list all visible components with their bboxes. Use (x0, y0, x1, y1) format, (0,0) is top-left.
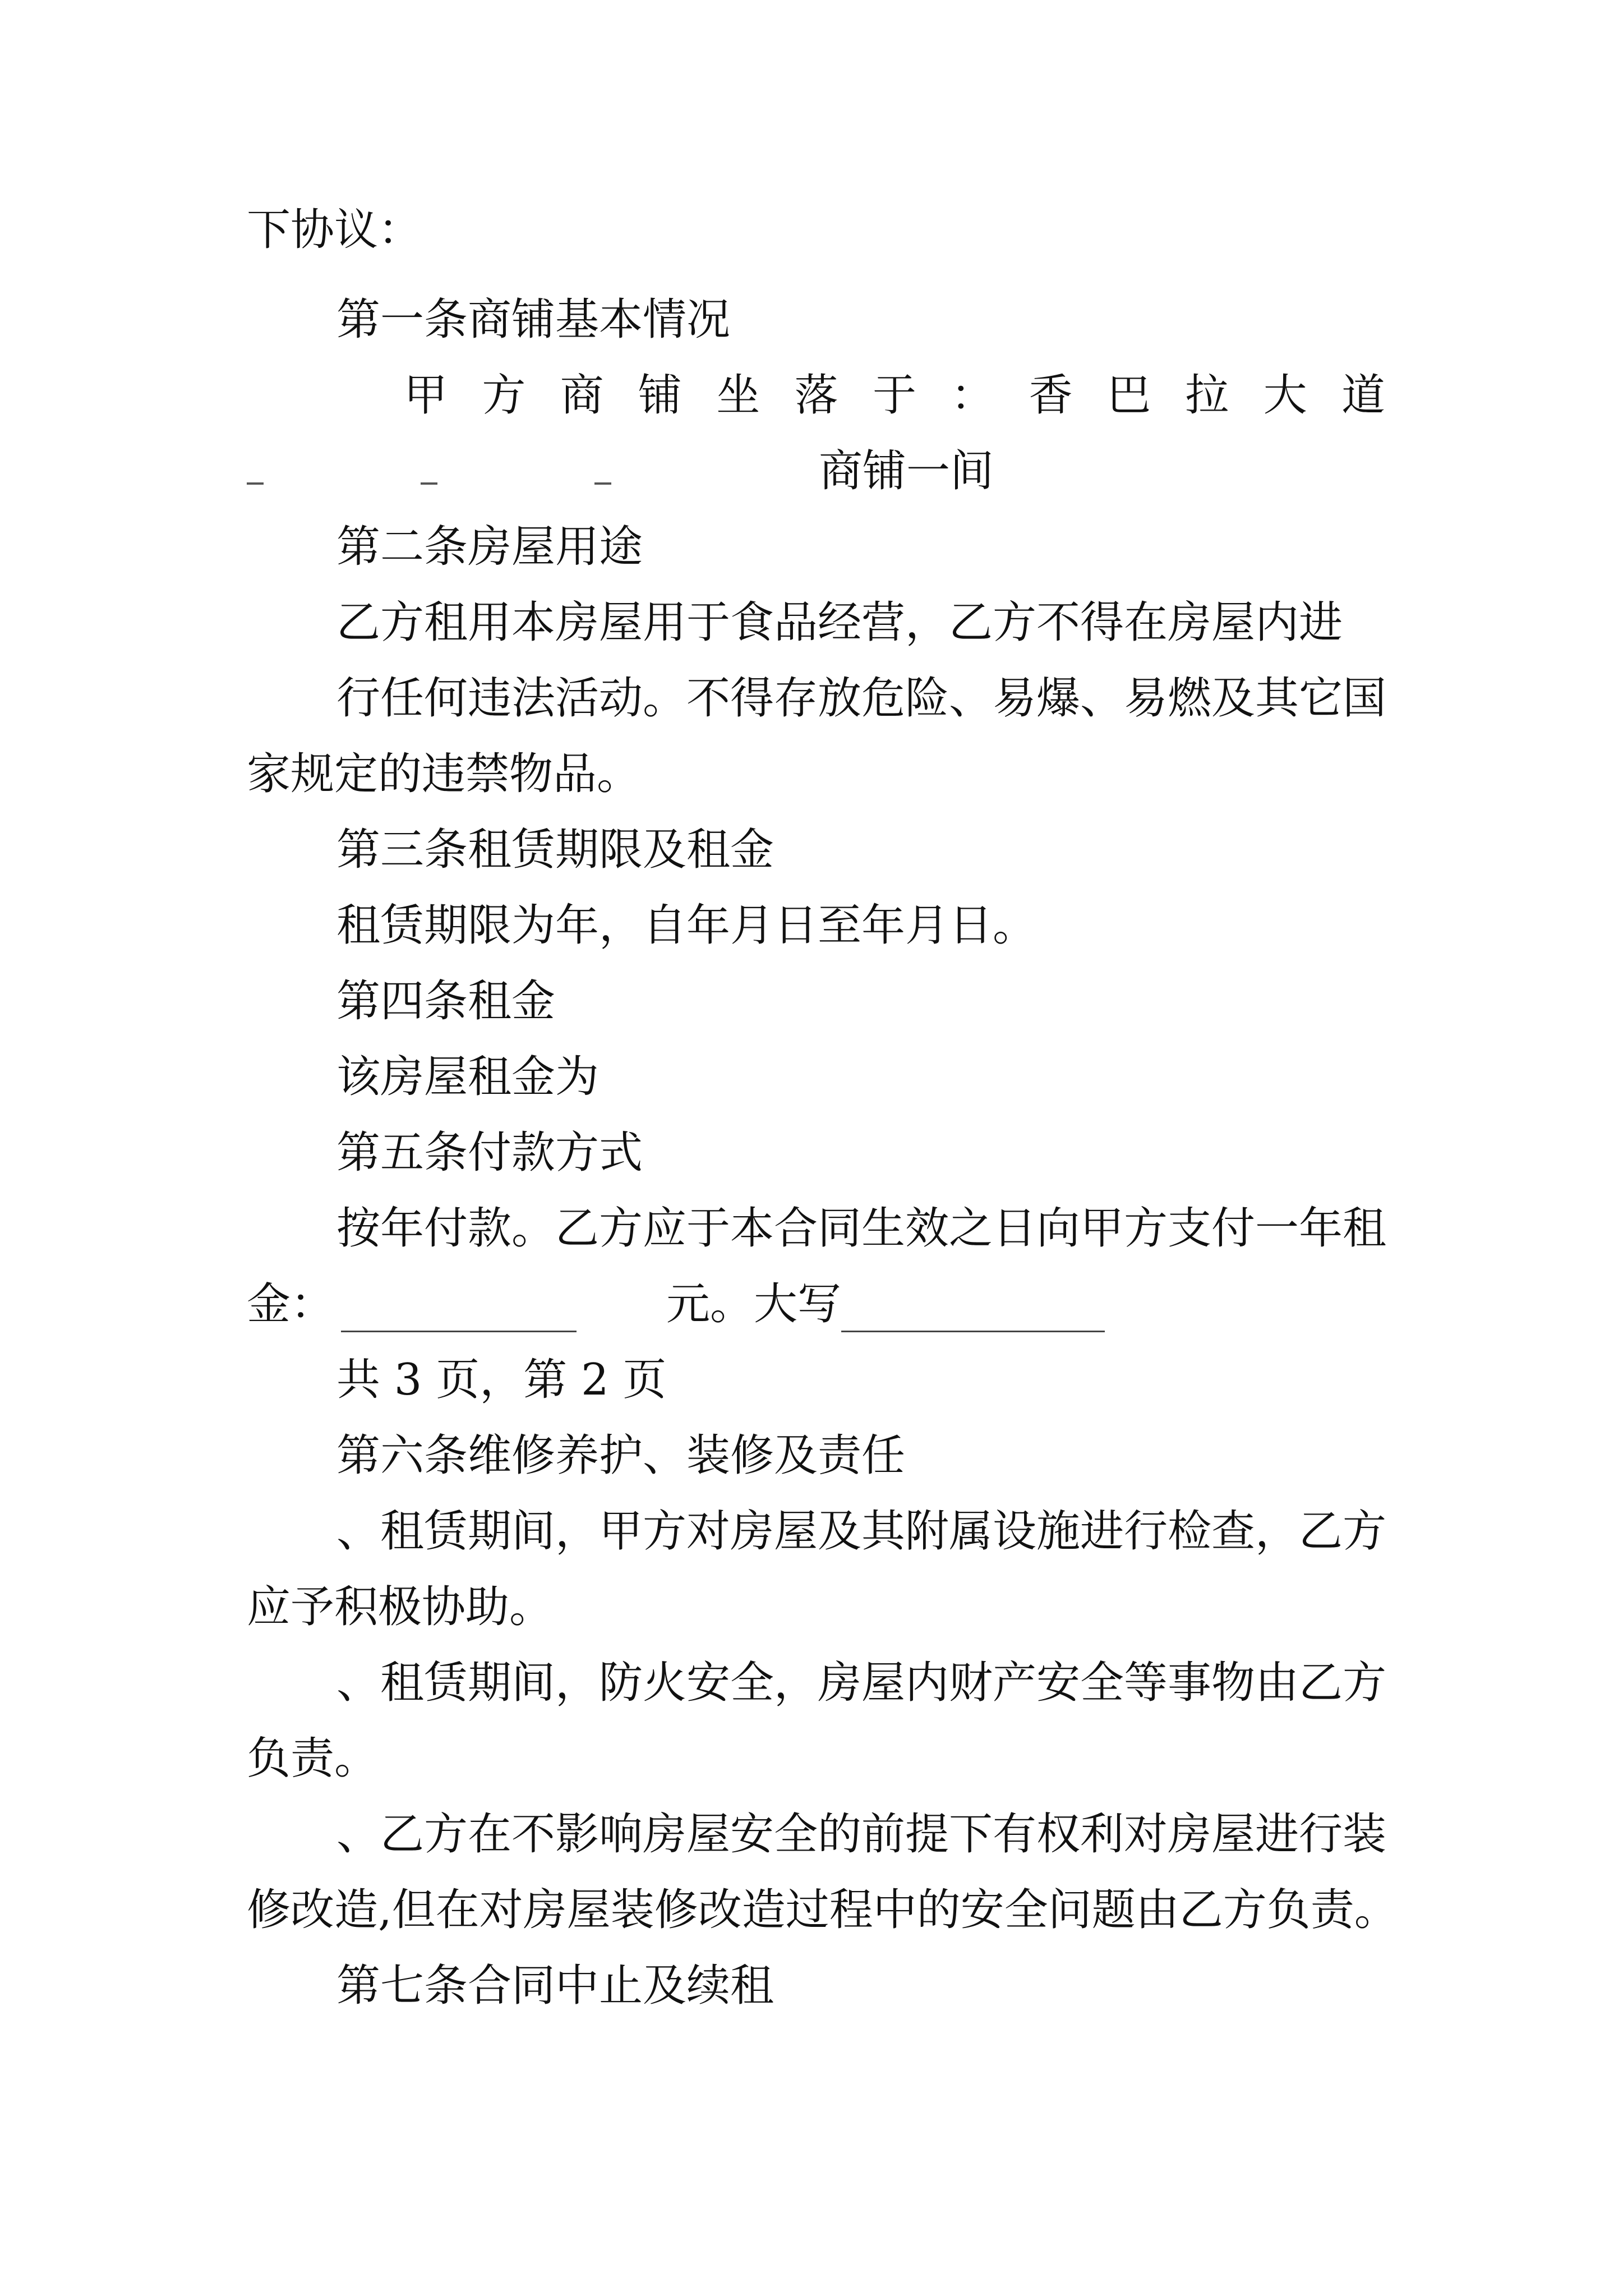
char: 铺 (638, 370, 682, 421)
char: 于 (872, 370, 916, 421)
text-line: 负责。 (247, 1733, 379, 1784)
text-line: 、租赁期间，防火安全，房屋内财产安全等事物由乙方 (336, 1658, 1387, 1708)
amount-in-words-blank (841, 1291, 1105, 1332)
blank-dash (247, 482, 264, 485)
section-heading: 第五条付款方式 (336, 1128, 643, 1178)
text-line: 应予积极协助。 (247, 1582, 554, 1632)
char: ： (951, 370, 995, 421)
section-heading: 第四条租金 (336, 976, 556, 1027)
section-heading: 第七条合同中止及续租 (336, 1961, 774, 2011)
text-line: 商铺一间 (819, 446, 994, 496)
amount-blank (341, 1291, 577, 1332)
text-line: 修改造,但在对房屋装修改造过程中的安全问题由乙方负责。 (247, 1885, 1398, 1935)
char: 巴 (1106, 370, 1151, 421)
text-line: 该房屋租金为 (336, 1052, 600, 1102)
char: 方 (482, 370, 526, 421)
text-line: 行任何违法活动。不得存放危险、易爆、易燃及其它国 (336, 673, 1387, 724)
section-heading: 第三条租赁期限及租金 (336, 825, 774, 875)
text-line: 乙方租用本房屋用于食品经营，乙方不得在房屋内进 (336, 597, 1343, 648)
char: 商 (560, 370, 604, 421)
text-line: 、乙方在不影响房屋安全的前提下有权利对房屋进行装 (336, 1809, 1387, 1860)
text-line (247, 1276, 1385, 1332)
char: 香 (1029, 370, 1073, 421)
char: 坐 (716, 370, 760, 421)
char: 甲 (404, 370, 448, 421)
section-heading: 第六条维修养护、装修及责任 (336, 1430, 906, 1481)
text-segment: 元。大写 (666, 1279, 842, 1329)
text-line: 按年付款。乙方应于本合同生效之日向甲方支付一年租 (336, 1203, 1387, 1254)
blank-fill-row (247, 443, 1385, 499)
blank-dash (421, 482, 437, 485)
char: 落 (794, 370, 838, 421)
blank-dash (594, 482, 611, 485)
char: 拉 (1185, 370, 1229, 421)
char: 道 (1341, 370, 1385, 421)
text-line: 租赁期限为年，自年月日至年月日。 (336, 900, 1037, 951)
text-line: 家规定的违禁物品。 (247, 749, 641, 799)
text-line: 、租赁期间，甲方对房屋及其附属设施进行检查，乙方 (336, 1506, 1387, 1557)
text-segment: 金： (247, 1279, 335, 1329)
page-number: 共 3 页，第 2 页 (336, 1355, 667, 1405)
section-heading: 第一条商铺基本情况 (336, 295, 731, 345)
section-heading: 第二条房屋用途 (336, 522, 643, 572)
spaced-text-line (404, 367, 1385, 424)
char: 大 (1263, 370, 1307, 421)
text-line: 下协议： (247, 205, 422, 255)
